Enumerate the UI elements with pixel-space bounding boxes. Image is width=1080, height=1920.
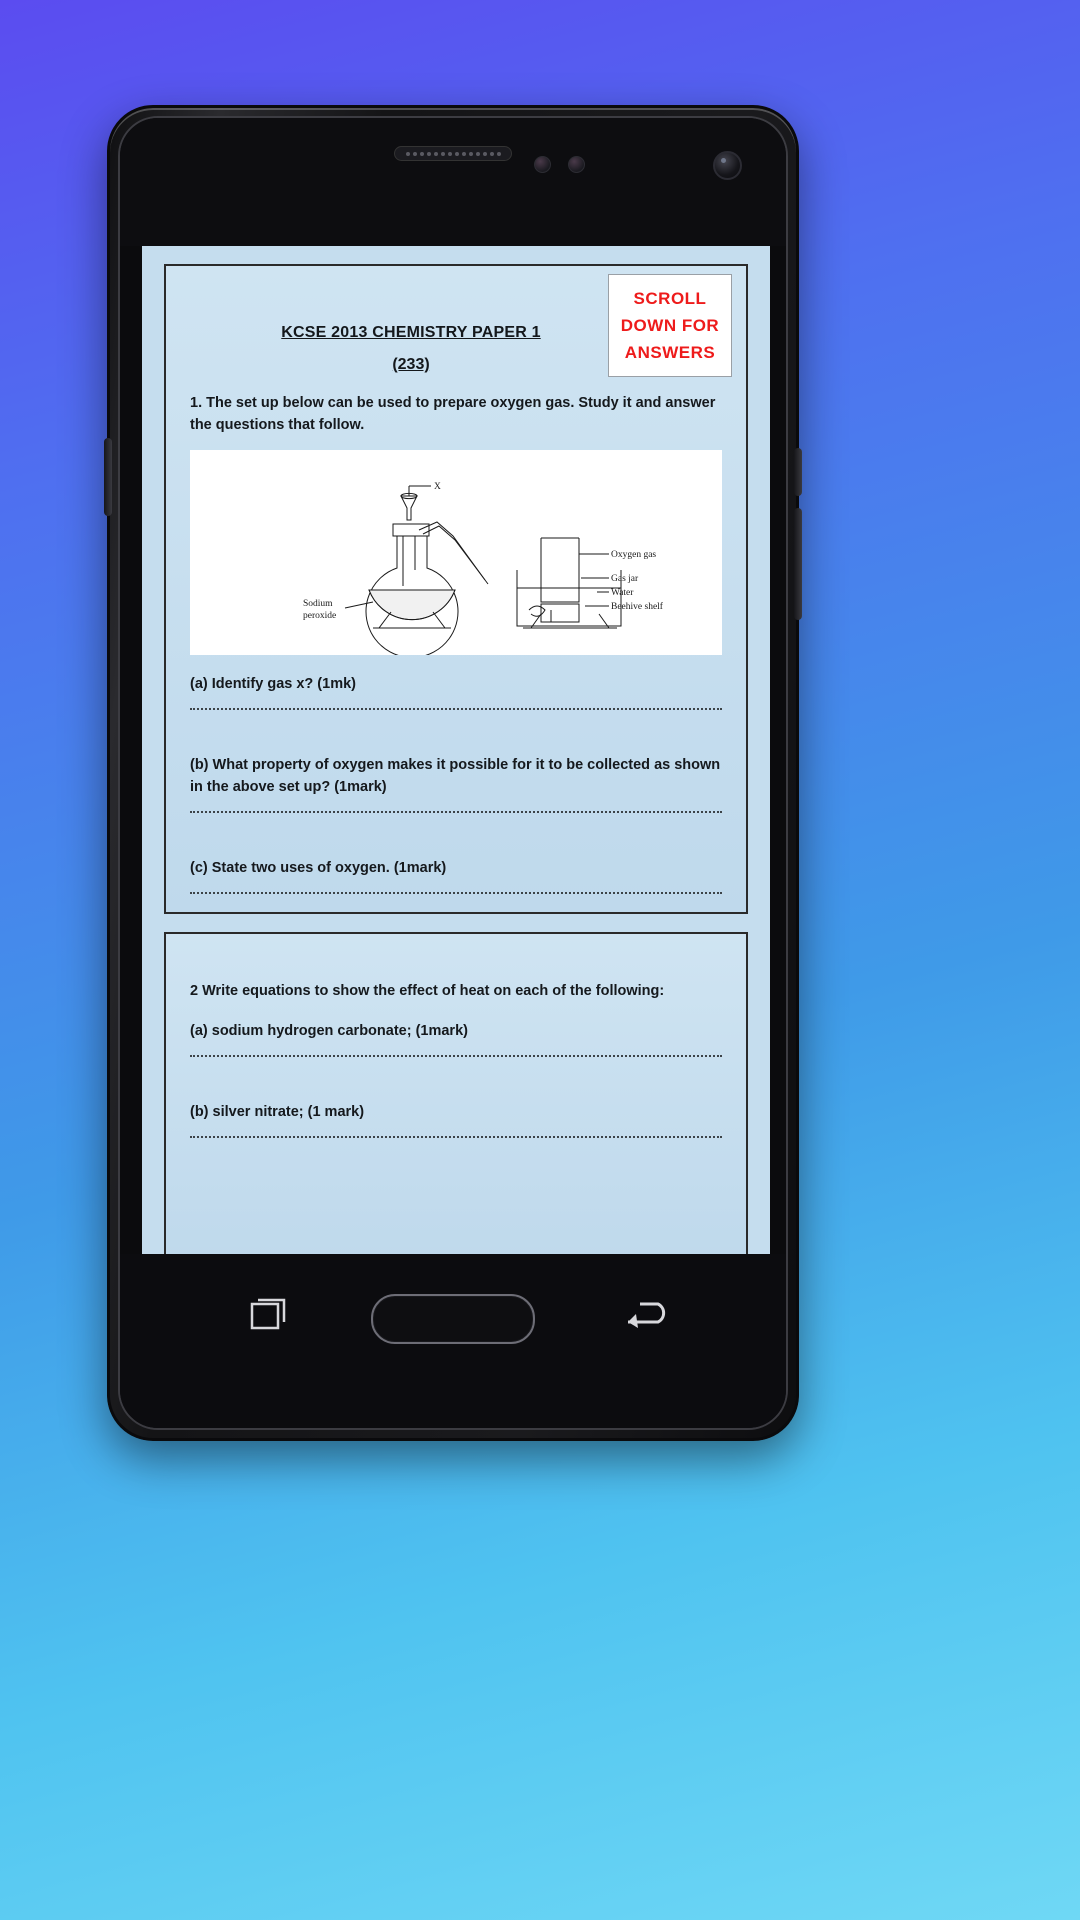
front-camera-icon (713, 151, 742, 180)
home-button[interactable] (371, 1294, 535, 1344)
scroll-notice-line3: ANSWERS (624, 343, 716, 362)
page-subtitle: (233) (392, 356, 430, 373)
scroll-notice-line2: DOWN FOR (620, 316, 720, 335)
svg-text:peroxide: peroxide (303, 611, 337, 621)
answer-line-2b (190, 1135, 722, 1138)
scroll-notice-line1: SCROLL (633, 289, 707, 308)
oxygen-preparation-diagram (190, 450, 722, 655)
proximity-sensor-icon (534, 156, 551, 173)
svg-text:Sodium: Sodium (303, 599, 333, 609)
side-button-secondary[interactable] (794, 508, 802, 620)
question-1-part-c: (c) State two uses of oxygen. (1mark) (190, 860, 447, 876)
question-1-stem: 1. The set up below can be used to prepare oxygen gas. Study it and answer the questions that follow. (190, 395, 716, 433)
question-card-1 (164, 264, 748, 914)
svg-text:Beehive shelf: Beehive shelf (611, 602, 663, 612)
svg-text:Water: Water (611, 588, 634, 598)
android-navigation-bar (120, 1254, 786, 1428)
question-2-stem: 2 Write equations to show the effect of heat on each of the following: (190, 983, 665, 999)
phone-top-hardware (120, 118, 786, 246)
question-2-part-a: (a) sodium hydrogen carbonate; (1mark) (190, 1023, 468, 1039)
light-sensor-icon (568, 156, 585, 173)
svg-text:X: X (434, 482, 441, 492)
back-icon[interactable] (620, 1294, 668, 1338)
page-title: KCSE 2013 CHEMISTRY PAPER 1 (281, 324, 541, 341)
power-button[interactable] (794, 448, 802, 496)
phone-bezel (118, 116, 788, 1430)
question-card-2 (164, 932, 748, 1262)
question-1-part-b: (b) What property of oxygen makes it possible for it to be collected as shown in the above set up? (1mark) (190, 757, 721, 795)
app-screen[interactable] (142, 246, 770, 1266)
scroll-down-notice (608, 274, 732, 377)
question-1-part-a: (a) Identify gas x? (1mk) (190, 676, 356, 692)
question-2-part-b: (b) silver nitrate; (1 mark) (190, 1104, 365, 1120)
recent-apps-icon[interactable] (240, 1294, 290, 1338)
svg-text:Gas jar: Gas jar (611, 574, 639, 584)
svg-text:Oxygen gas: Oxygen gas (611, 550, 657, 560)
volume-button[interactable] (104, 438, 112, 516)
phone-device (107, 105, 799, 1441)
answer-line-1c (190, 891, 722, 894)
earpiece-speaker (394, 146, 512, 161)
